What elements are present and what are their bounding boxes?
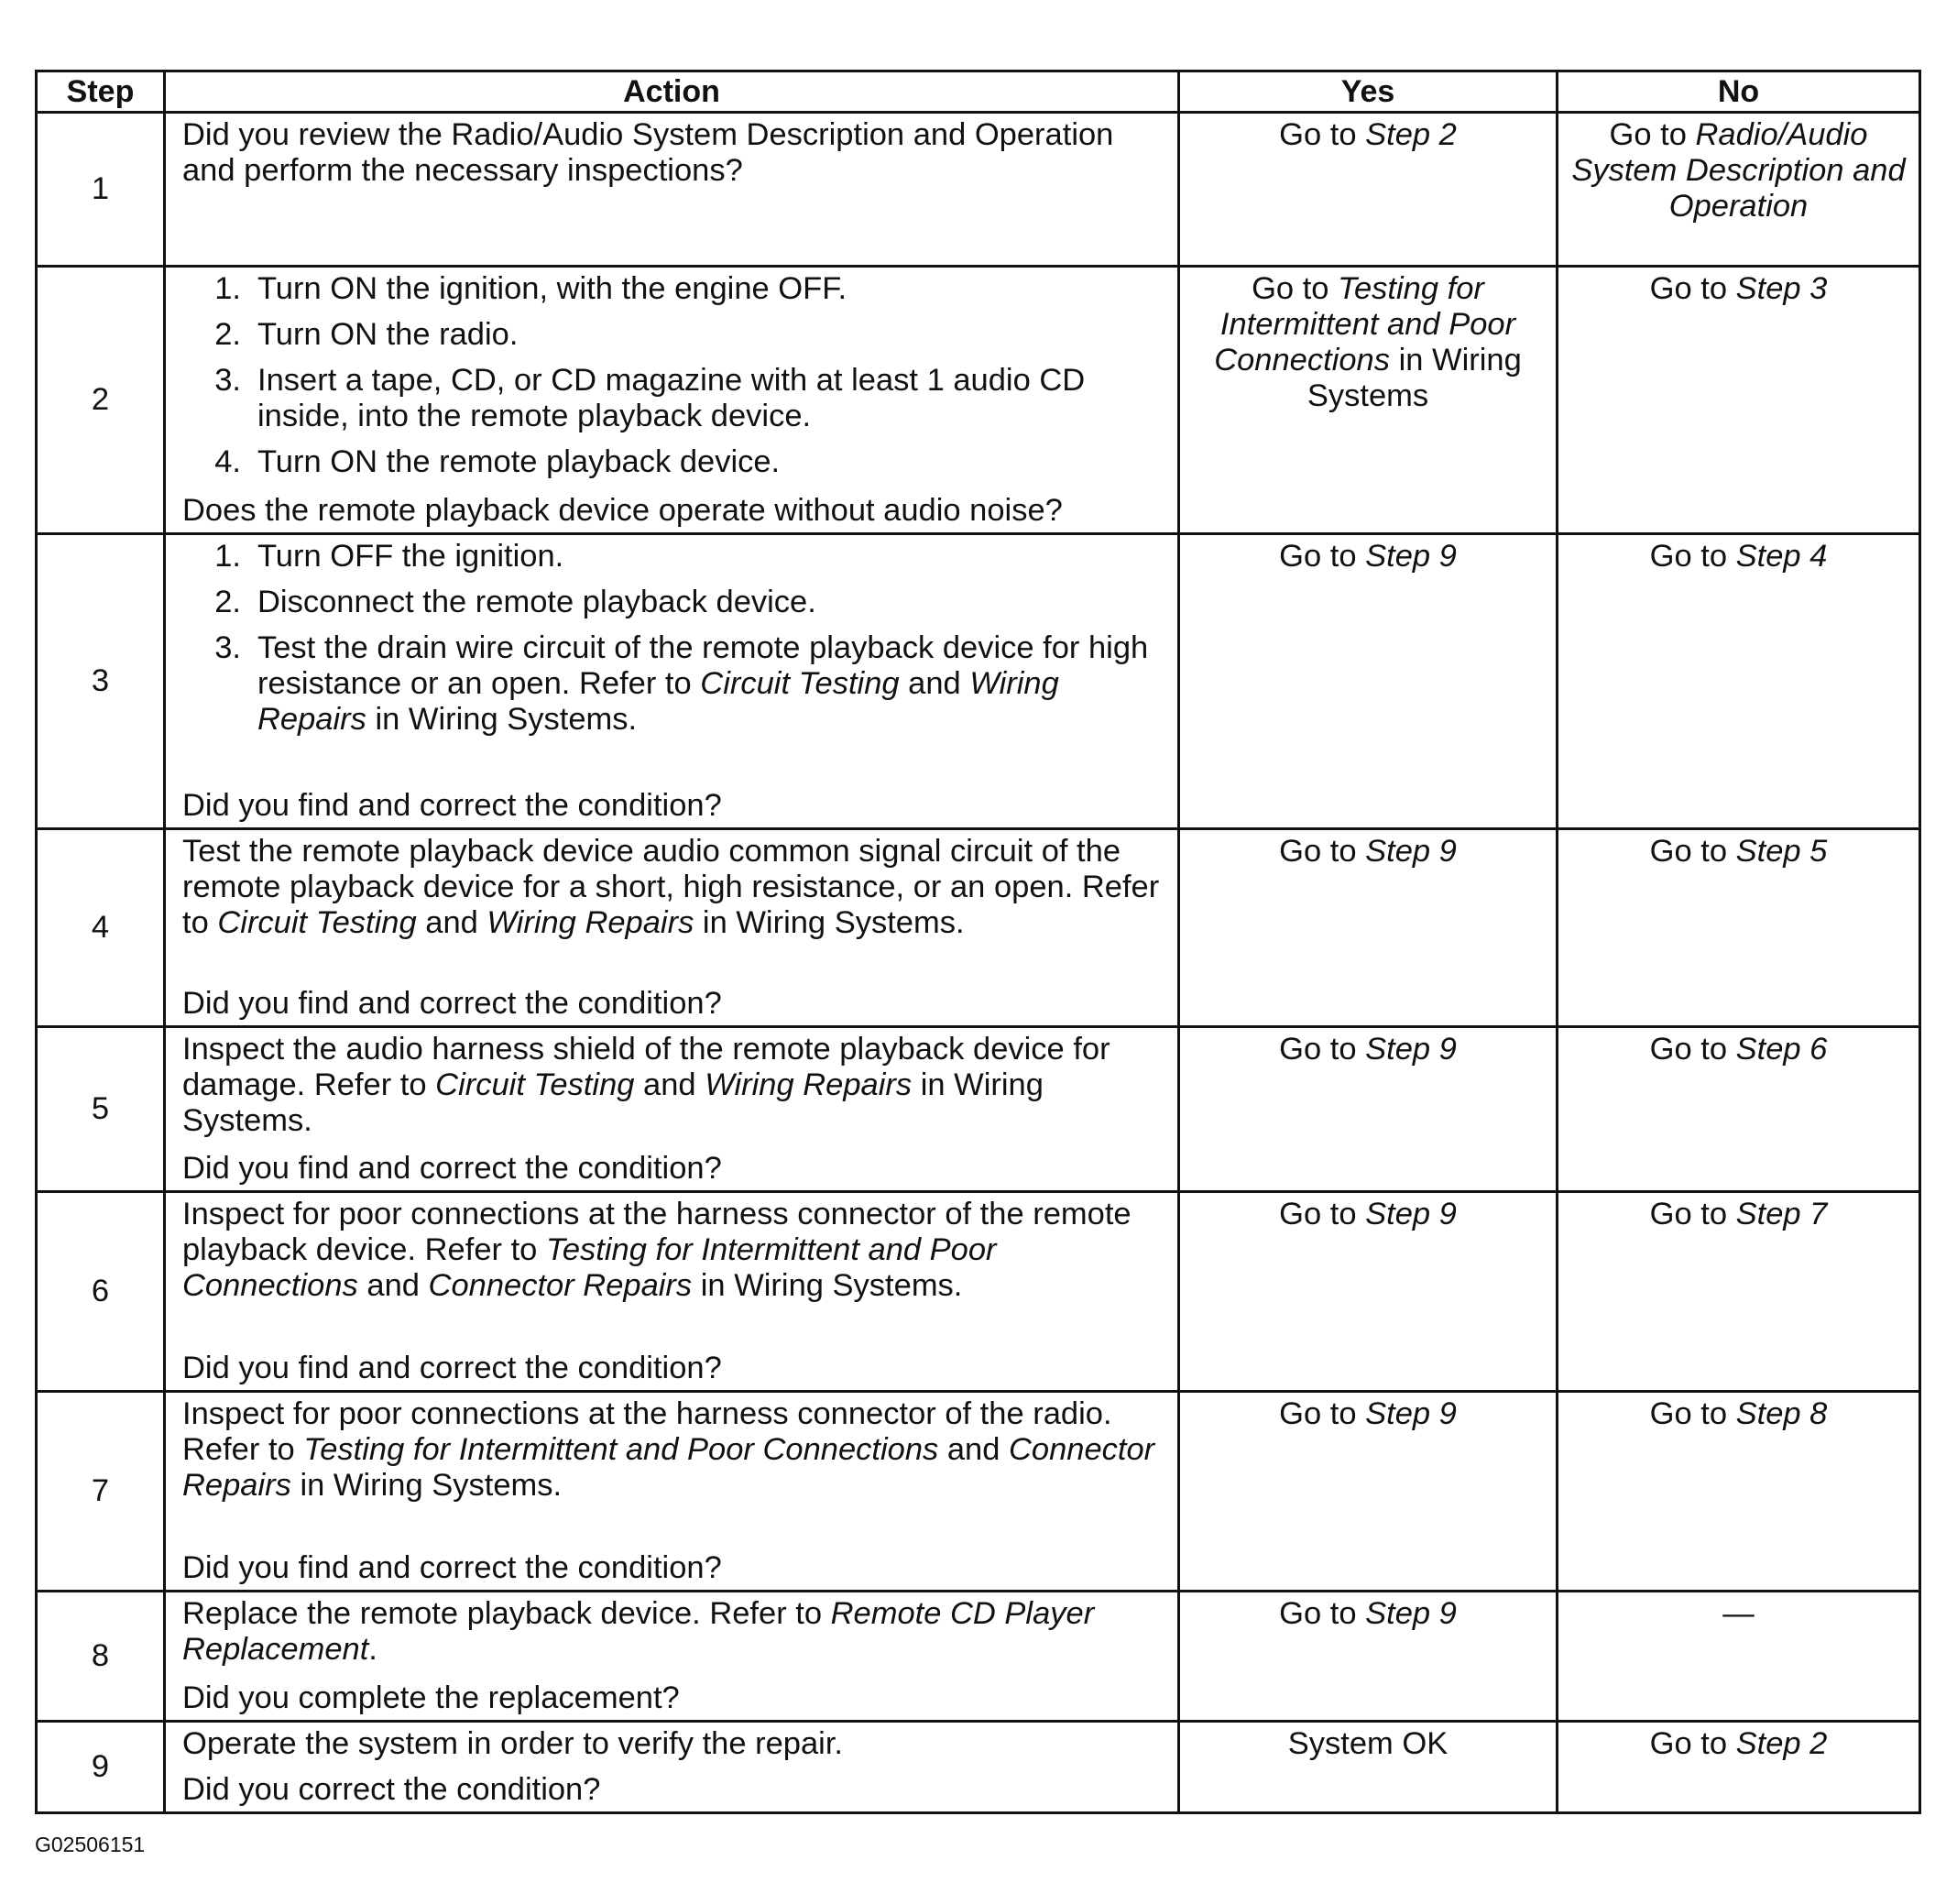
action-step (182, 363, 1164, 434)
action-step-text: Test the drain wire circuit of the remote playback device for high resistance or an open. Refer to Circuit Testing and Wiring Repairs in Wiring Systems. (257, 630, 1149, 737)
table-row (37, 1392, 1920, 1592)
figure-id: G02506151 (35, 1833, 146, 1856)
action-step-number: 3. (214, 363, 241, 398)
action-question: Did you correct the condition? (182, 1772, 601, 1807)
result-yes (1179, 829, 1558, 1027)
action-step-text: Turn ON the remote playback device. (257, 444, 781, 479)
no-result-text: Go to Step 2 (1649, 1726, 1828, 1761)
no-result-text: Go to Step 4 (1649, 539, 1828, 574)
action-text: Operate the system in order to verify the repair. (182, 1726, 843, 1761)
step-number: 7 (37, 1392, 165, 1592)
yes-result-text: Go to Step 9 (1279, 1396, 1457, 1431)
no-result-text: Go to Step 5 (1649, 834, 1828, 869)
result-no (1558, 1592, 1920, 1722)
yes-result-text: Go to Step 2 (1279, 117, 1457, 152)
table-row (37, 1592, 1920, 1722)
result-yes (1179, 267, 1558, 534)
result-no (1558, 267, 1920, 534)
yes-result-text: Go to Step 9 (1279, 1032, 1457, 1067)
result-yes (1179, 1392, 1558, 1592)
action-step-text: Turn ON the ignition, with the engine OFF. (257, 271, 847, 306)
result-yes (1179, 1192, 1558, 1392)
action-cell (165, 1192, 1179, 1392)
diagnostic-table (35, 70, 1921, 1814)
yes-result-text: Go to Step 9 (1279, 1596, 1457, 1631)
action-text: Inspect the audio harness shield of the remote playback device for damage. Refer to Circuit Testing and Wiring Repairs in Wiring Systems. (182, 1032, 1110, 1138)
action-cell (165, 534, 1179, 829)
header-row (37, 71, 1920, 113)
action-steps (182, 539, 1164, 748)
action-step-number: 4. (214, 444, 241, 479)
action-cell (165, 1722, 1179, 1813)
no-result-text: — (1722, 1596, 1755, 1631)
table-row (37, 267, 1920, 534)
header-yes: Yes (1179, 71, 1558, 113)
action-question: Did you find and correct the condition? (182, 788, 722, 823)
yes-result-text: System OK (1287, 1726, 1449, 1761)
action-question: Did you complete the replacement? (182, 1680, 680, 1715)
table-row (37, 1027, 1920, 1192)
step-number: 5 (37, 1027, 165, 1192)
action-step-number: 1. (214, 271, 241, 306)
yes-result-text: Go to Step 9 (1279, 834, 1457, 869)
action-text: Test the remote playback device audio common signal circuit of the remote playback device for a short, high resistance, or an open. Refer to Circuit Testing and Wiring Repairs in Wiring Systems. (182, 834, 1160, 940)
action-cell (165, 829, 1179, 1027)
result-no (1558, 1027, 1920, 1192)
action-question: Does the remote playback device operate without audio noise? (182, 493, 1063, 528)
no-result-text: Go to Step 8 (1649, 1396, 1828, 1431)
result-no (1558, 829, 1920, 1027)
table-row (37, 534, 1920, 829)
result-no (1558, 113, 1920, 267)
result-no (1558, 534, 1920, 829)
action-step-number: 3. (214, 630, 241, 665)
result-no (1558, 1192, 1920, 1392)
yes-result-text: Go to Testing for Intermittent and Poor Connections in Wiring Systems (1214, 271, 1522, 413)
action-step (182, 585, 1164, 620)
result-yes (1179, 534, 1558, 829)
action-step-number: 2. (214, 585, 241, 619)
action-question: Did you find and correct the condition? (182, 986, 722, 1021)
step-number: 1 (37, 113, 165, 267)
action-question: Did you find and correct the condition? (182, 1351, 722, 1385)
action-text: Inspect for poor connections at the harness connector of the radio. Refer to Testing for Intermittent and Poor Connections and Connector Repairs in Wiring Systems. (182, 1396, 1155, 1503)
action-question: Did you find and correct the condition? (182, 1151, 722, 1186)
action-text: Inspect for poor connections at the harness connector of the remote playback device. Refer to Testing for Intermittent and Poor Connections and Connector Repairs in Wiring Systems. (182, 1197, 1132, 1303)
action-step (182, 539, 1164, 574)
action-steps (182, 271, 1164, 490)
result-yes (1179, 1592, 1558, 1722)
step-number: 9 (37, 1722, 165, 1813)
action-step-text: Turn ON the radio. (257, 317, 519, 352)
result-no (1558, 1722, 1920, 1813)
step-number: 8 (37, 1592, 165, 1722)
step-number: 4 (37, 829, 165, 1027)
action-step-text: Turn OFF the ignition. (257, 539, 564, 574)
step-number: 2 (37, 267, 165, 534)
table-row (37, 1722, 1920, 1813)
step-number: 3 (37, 534, 165, 829)
header-action: Action (165, 71, 1179, 113)
result-yes (1179, 1027, 1558, 1192)
action-text: Replace the remote playback device. Refer to Remote CD Player Replacement. (182, 1596, 1095, 1667)
table-row (37, 829, 1920, 1027)
yes-result-text: Go to Step 9 (1279, 1197, 1457, 1231)
action-step (182, 630, 1164, 738)
action-cell (165, 1592, 1179, 1722)
table-row (37, 113, 1920, 267)
action-question: Did you find and correct the condition? (182, 1550, 722, 1585)
step-number: 6 (37, 1192, 165, 1392)
yes-result-text: Go to Step 9 (1279, 539, 1457, 574)
no-result-text: Go to Step 3 (1649, 271, 1828, 306)
no-result-text: Go to Radio/Audio System Description and Operation (1571, 117, 1906, 224)
action-step-number: 1. (214, 539, 241, 574)
header-no: No (1558, 71, 1920, 113)
action-cell (165, 1027, 1179, 1192)
action-step (182, 271, 1164, 307)
action-step-text: Insert a tape, CD, or CD magazine with at least 1 audio CD inside, into the remote playback device. (257, 363, 1086, 433)
action-text: Did you review the Radio/Audio System Description and Operation and perform the necessary inspections? (182, 117, 1114, 188)
action-step-number: 2. (214, 317, 241, 352)
result-yes (1179, 1722, 1558, 1813)
result-no (1558, 1392, 1920, 1592)
action-step (182, 444, 1164, 480)
result-yes (1179, 113, 1558, 267)
no-result-text: Go to Step 6 (1649, 1032, 1828, 1067)
action-cell (165, 1392, 1179, 1592)
action-step (182, 317, 1164, 353)
action-step-text: Disconnect the remote playback device. (257, 585, 816, 619)
action-cell (165, 267, 1179, 534)
no-result-text: Go to Step 7 (1649, 1197, 1828, 1231)
table-row (37, 1192, 1920, 1392)
action-cell (165, 113, 1179, 267)
header-step: Step (37, 71, 165, 113)
